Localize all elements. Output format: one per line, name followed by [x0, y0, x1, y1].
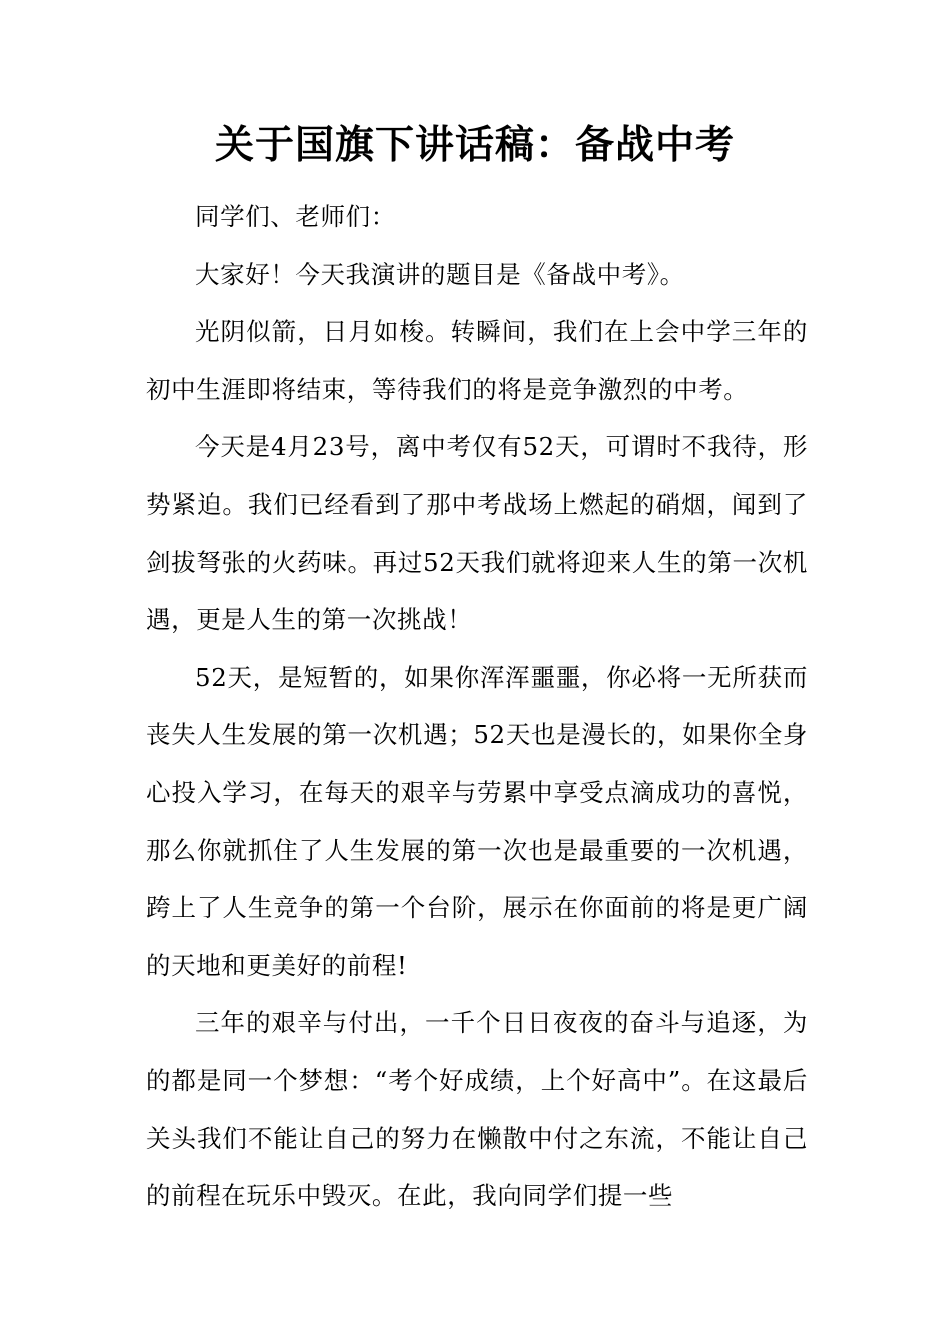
- document-body: [146, 188, 808, 1225]
- paragraph: 三年的艰辛与付出，一千个日日夜夜的奋斗与追逐，为的都是同一个梦想：“考个好成绩，上个好高中”。在这最后关头我们不能让自己的努力在懒散中付之东流，不能让自己的前程在玩乐中毁灭。在此，我向同学们提一些: [146, 1008, 808, 1211]
- greeting-paragraph: 大家好！今天我演讲的题目是《备战中考》。: [195, 259, 685, 289]
- salutation: 同学们、老师们：: [195, 202, 396, 231]
- document-title: 关于国旗下讲话稿：备战中考: [214, 123, 735, 168]
- paragraph: 光阴似箭，日月如梭。转瞬间，我们在上会中学三年的初中生涯即将结束，等待我们的将是竞争激烈的中考。: [146, 317, 808, 404]
- paragraph: 今天是4月23号，离中考仅有52天，可谓时不我待，形势紧迫。我们已经看到了那中考战场上燃起的硝烟，闻到了剑拔弩张的火药味。再过52天我们就将迎来人生的第一次机遇，更是人生的第一次挑战！: [146, 432, 808, 635]
- paragraph: 52天，是短暂的，如果你浑浑噩噩，你必将一无所获而丧失人生发展的第一次机遇；52天也是漫长的，如果你全身心投入学习，在每天的艰辛与劳累中享受点滴成功的喜悦，那么你就抓住了人生发展的第一次也是最重要的一次机遇，跨上了人生竞争的第一个台阶，展示在你面前的将是更广阔的天地和更美好的前程!: [146, 662, 808, 980]
